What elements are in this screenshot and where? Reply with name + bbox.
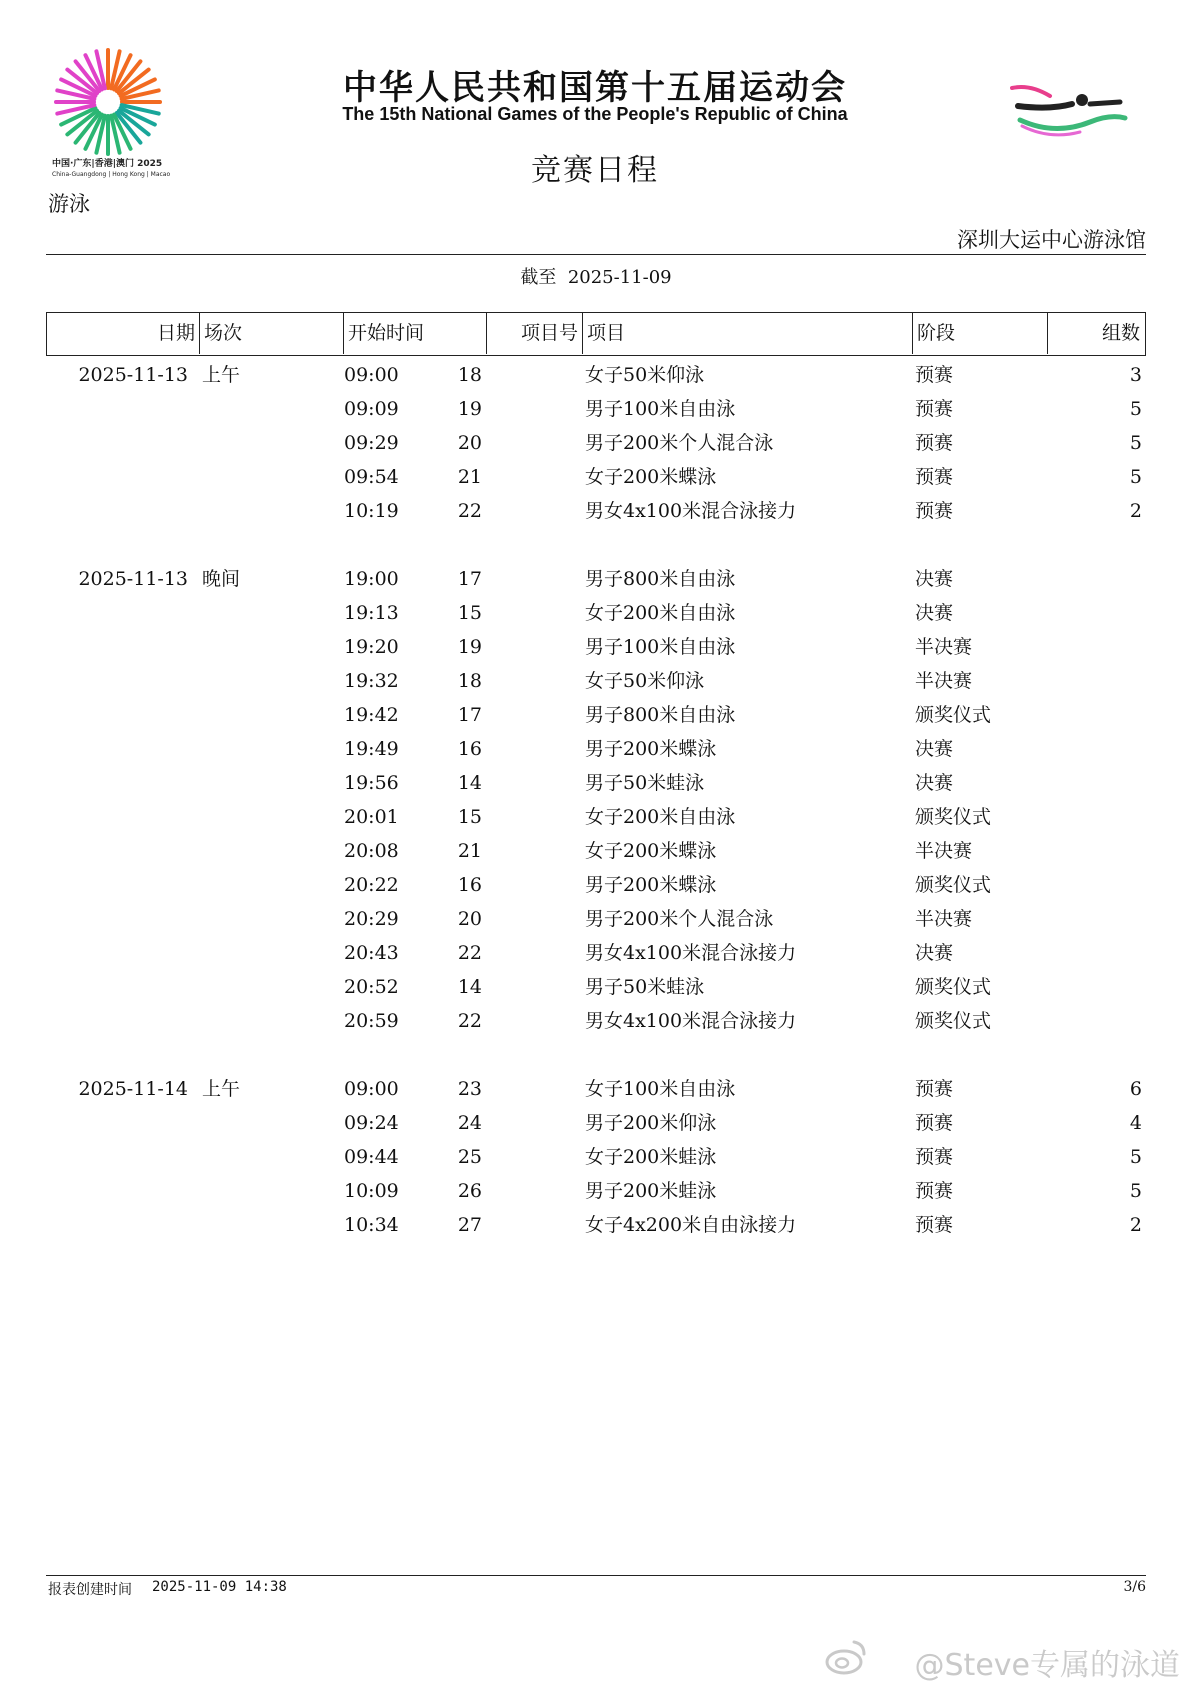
cell-phase: 预赛 <box>915 1078 954 1100</box>
emblem-caption-en: China-Guangdong | Hong Kong | Macao <box>52 171 171 178</box>
cell-start-time: 20:52 <box>344 976 399 998</box>
cell-event-no: 27 <box>457 1214 482 1236</box>
cell-phase: 预赛 <box>915 500 954 522</box>
schedule-table-header <box>46 312 1146 356</box>
cell-session: 上午 <box>202 364 241 386</box>
table-row <box>46 868 1146 902</box>
table-row <box>46 1106 1146 1140</box>
watermark-text: @Steve专属的泳道 <box>914 1648 1180 1683</box>
cell-phase: 决赛 <box>915 772 954 794</box>
cell-phase: 颁奖仪式 <box>915 874 992 896</box>
cell-event-no: 21 <box>457 466 482 488</box>
cell-event: 男子200米个人混合泳 <box>585 432 774 454</box>
cell-groups: 5 <box>1129 398 1142 420</box>
cell-event-no: 22 <box>457 500 482 522</box>
cell-phase: 半决赛 <box>915 636 973 658</box>
table-row <box>46 1208 1146 1242</box>
cell-session: 晚间 <box>202 568 241 590</box>
weibo-icon <box>824 1638 868 1676</box>
header-divider <box>46 254 1146 255</box>
table-row <box>46 392 1146 426</box>
cell-event: 男女4x100米混合泳接力 <box>585 500 797 522</box>
table-row <box>46 1174 1146 1208</box>
cell-phase: 半决赛 <box>915 670 973 692</box>
cell-start-time: 19:42 <box>344 704 399 726</box>
cell-phase: 预赛 <box>915 398 954 420</box>
cell-start-time: 09:54 <box>344 466 399 488</box>
cell-event: 男女4x100米混合泳接力 <box>585 1010 797 1032</box>
cell-event-no: 16 <box>457 874 482 896</box>
cell-event: 男子200米个人混合泳 <box>585 908 774 930</box>
swimmer-icon <box>1010 80 1140 152</box>
cell-phase: 预赛 <box>915 1112 954 1134</box>
footer-divider <box>46 1575 1146 1576</box>
cell-groups: 2 <box>1129 1214 1142 1236</box>
as-of-line <box>46 263 1146 289</box>
cell-phase: 颁奖仪式 <box>915 704 992 726</box>
cell-event: 男子800米自由泳 <box>585 568 736 590</box>
cell-start-time: 09:00 <box>344 1078 399 1100</box>
cell-event: 男子200米仰泳 <box>585 1112 717 1134</box>
cell-phase: 预赛 <box>915 364 954 386</box>
cell-start-time: 20:59 <box>344 1010 399 1032</box>
cell-session: 上午 <box>202 1078 241 1100</box>
cell-start-time: 19:13 <box>344 602 399 624</box>
column-header-event: 项目 <box>582 313 912 354</box>
cell-start-time: 09:44 <box>344 1146 399 1168</box>
column-header-start-time: 开始时间 <box>343 313 486 354</box>
cell-event: 女子50米仰泳 <box>585 364 705 386</box>
cell-event-no: 24 <box>457 1112 482 1134</box>
report-created-time: 2025-11-09 14:38 <box>152 1579 287 1595</box>
cell-start-time: 09:24 <box>344 1112 399 1134</box>
cell-date: 2025-11-13 <box>78 364 188 386</box>
cell-start-time: 09:29 <box>344 432 399 454</box>
table-row <box>46 664 1146 698</box>
games-title-en: The 15th National Games of the People's Republic of China <box>342 104 848 124</box>
cell-event-no: 22 <box>457 942 482 964</box>
cell-phase: 决赛 <box>915 942 954 964</box>
cell-event-no: 15 <box>457 806 482 828</box>
cell-phase: 颁奖仪式 <box>915 976 992 998</box>
table-row <box>46 358 1146 392</box>
table-row <box>46 902 1146 936</box>
cell-event: 男子50米蛙泳 <box>585 772 705 794</box>
column-header-groups: 组数 <box>1047 313 1144 354</box>
cell-event: 男女4x100米混合泳接力 <box>585 942 797 964</box>
cell-phase: 预赛 <box>915 1146 954 1168</box>
cell-event: 女子200米自由泳 <box>585 602 736 624</box>
cell-event: 男子50米蛙泳 <box>585 976 705 998</box>
cell-groups: 5 <box>1129 466 1142 488</box>
cell-groups: 2 <box>1129 500 1142 522</box>
cell-event-no: 20 <box>457 908 482 930</box>
cell-event-no: 25 <box>457 1146 482 1168</box>
cell-event-no: 17 <box>457 568 482 590</box>
cell-phase: 颁奖仪式 <box>915 1010 992 1032</box>
cell-phase: 决赛 <box>915 602 954 624</box>
cell-date: 2025-11-14 <box>78 1078 188 1100</box>
cell-phase: 预赛 <box>915 1180 954 1202</box>
cell-event: 男子200米蛙泳 <box>585 1180 717 1202</box>
cell-start-time: 19:32 <box>344 670 399 692</box>
cell-event-no: 19 <box>457 398 482 420</box>
sport-name: 游泳 <box>48 192 90 216</box>
cell-phase: 预赛 <box>915 466 954 488</box>
document-title: 竞赛日程 <box>531 153 659 188</box>
cell-event: 女子200米自由泳 <box>585 806 736 828</box>
cell-date: 2025-11-13 <box>78 568 188 590</box>
cell-start-time: 09:09 <box>344 398 399 420</box>
report-created-label: 报表创建时间 <box>48 1582 132 1598</box>
cell-start-time: 10:34 <box>344 1214 399 1236</box>
cell-event-no: 15 <box>457 602 482 624</box>
cell-phase: 决赛 <box>915 568 954 590</box>
cell-start-time: 19:00 <box>344 568 399 590</box>
cell-phase: 颁奖仪式 <box>915 806 992 828</box>
table-row <box>46 766 1146 800</box>
column-header-session: 场次 <box>199 313 343 354</box>
cell-phase: 决赛 <box>915 738 954 760</box>
cell-event: 女子4x200米自由泳接力 <box>585 1214 797 1236</box>
cell-groups: 4 <box>1129 1112 1142 1134</box>
cell-event-no: 22 <box>457 1010 482 1032</box>
cell-event-no: 17 <box>457 704 482 726</box>
table-row <box>46 698 1146 732</box>
cell-event-no: 16 <box>457 738 482 760</box>
table-row <box>46 936 1146 970</box>
games-title-cn: 中华人民共和国第十五届运动会 <box>343 68 847 108</box>
table-row <box>46 596 1146 630</box>
cell-start-time: 10:09 <box>344 1180 399 1202</box>
cell-event-no: 20 <box>457 432 482 454</box>
cell-event: 女子100米自由泳 <box>585 1078 736 1100</box>
cell-phase: 预赛 <box>915 1214 954 1236</box>
games-emblem <box>50 40 185 190</box>
cell-event-no: 18 <box>457 364 482 386</box>
cell-event-no: 18 <box>457 670 482 692</box>
cell-start-time: 09:00 <box>344 364 399 386</box>
cell-phase: 半决赛 <box>915 840 973 862</box>
cell-groups: 6 <box>1129 1078 1142 1100</box>
cell-start-time: 20:29 <box>344 908 399 930</box>
cell-event: 女子200米蝶泳 <box>585 840 717 862</box>
cell-start-time: 20:08 <box>344 840 399 862</box>
page-number: 3/6 <box>1123 1579 1146 1595</box>
table-row <box>46 732 1146 766</box>
schedule-table-body <box>46 358 1146 1242</box>
cell-start-time: 19:56 <box>344 772 399 794</box>
column-header-event-no: 项目号 <box>486 313 582 354</box>
cell-event-no: 21 <box>457 840 482 862</box>
cell-start-time: 19:49 <box>344 738 399 760</box>
table-row <box>46 562 1146 596</box>
table-row <box>46 494 1146 528</box>
games-emblem-icon <box>50 40 185 190</box>
cell-event: 男子800米自由泳 <box>585 704 736 726</box>
cell-event-no: 14 <box>457 772 482 794</box>
cell-event: 男子200米蝶泳 <box>585 874 717 896</box>
cell-event: 男子100米自由泳 <box>585 398 736 420</box>
cell-phase: 半决赛 <box>915 908 973 930</box>
venue-name: 深圳大运中心游泳馆 <box>957 228 1146 252</box>
cell-start-time: 10:19 <box>344 500 399 522</box>
column-header-phase: 阶段 <box>912 313 1047 354</box>
swimming-pictogram <box>1010 80 1140 152</box>
cell-event: 男子100米自由泳 <box>585 636 736 658</box>
as-of-date: 2025-11-09 <box>567 267 672 288</box>
cell-start-time: 19:20 <box>344 636 399 658</box>
table-row <box>46 970 1146 1004</box>
cell-groups: 5 <box>1129 432 1142 454</box>
cell-event-no: 14 <box>457 976 482 998</box>
table-row <box>46 800 1146 834</box>
cell-event: 女子200米蛙泳 <box>585 1146 717 1168</box>
table-row <box>46 1004 1146 1038</box>
table-row <box>46 426 1146 460</box>
table-row <box>46 834 1146 868</box>
table-row <box>46 1072 1146 1106</box>
as-of-label: 截至 <box>520 267 557 288</box>
table-row <box>46 1140 1146 1174</box>
cell-start-time: 20:01 <box>344 806 399 828</box>
cell-groups: 3 <box>1129 364 1142 386</box>
cell-event: 女子200米蝶泳 <box>585 466 717 488</box>
emblem-caption-cn: 中国·广东|香港|澳门 2025 <box>52 159 163 169</box>
cell-event-no: 19 <box>457 636 482 658</box>
cell-groups: 5 <box>1129 1180 1142 1202</box>
cell-event: 男子200米蝶泳 <box>585 738 717 760</box>
cell-phase: 预赛 <box>915 432 954 454</box>
column-header-date: 日期 <box>156 322 195 344</box>
cell-start-time: 20:22 <box>344 874 399 896</box>
table-row <box>46 460 1146 494</box>
cell-event-no: 26 <box>457 1180 482 1202</box>
table-row <box>46 630 1146 664</box>
cell-event-no: 23 <box>457 1078 482 1100</box>
cell-start-time: 20:43 <box>344 942 399 964</box>
cell-groups: 5 <box>1129 1146 1142 1168</box>
cell-event: 女子50米仰泳 <box>585 670 705 692</box>
